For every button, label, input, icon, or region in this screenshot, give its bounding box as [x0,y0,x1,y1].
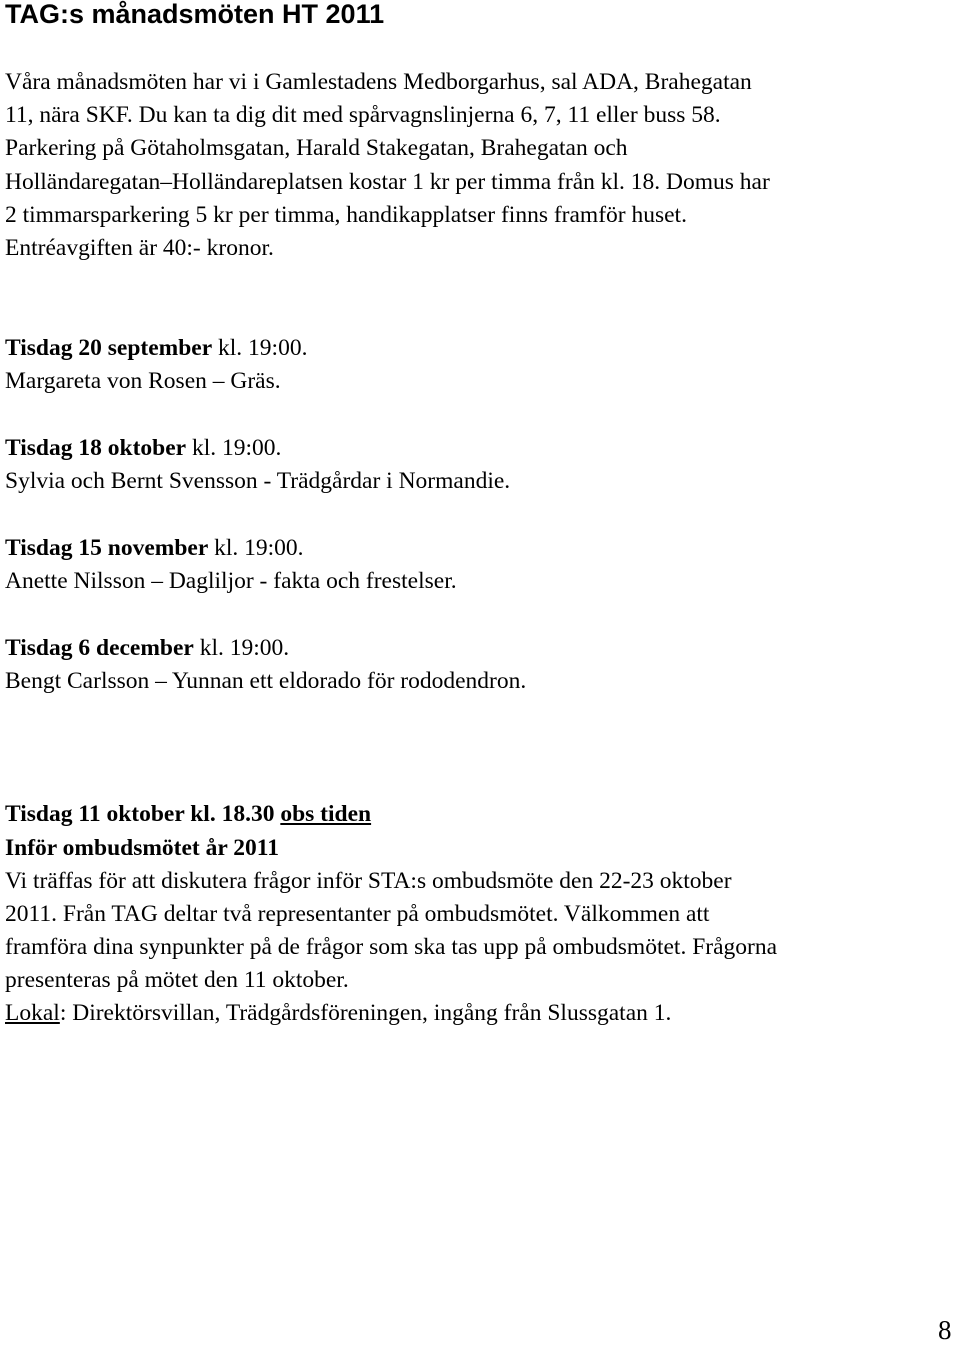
special-body-line: presenteras på mötet den 11 oktober. [5,967,349,993]
intro-line: 2 timmarsparkering 5 kr per timma, handikapplatser finns framför huset. [5,202,687,228]
intro-line: Entréavgiften är 40:- kronor. [5,235,274,261]
venue-text: : Direktörsvillan, Trädgårdsföreningen, ingång från Slussgatan 1. [59,1000,672,1026]
special-body-line: 2011. Från TAG deltar två representanter på ombudsmötet. Välkommen att [5,901,710,927]
venue-label: Lokal [5,1000,60,1026]
page-number: 8 [938,1315,952,1345]
special-body-line: framföra dina synpunkter på de frågor som ska tas upp på ombudsmötet. Frågorna [5,934,778,960]
special-heading [5,800,371,828]
meeting-speaker: Margareta von Rosen – Gräs. [5,368,281,394]
intro-line: Våra månadsmöten har vi i Gamlestadens Medborgarhus, sal ADA, Brahegatan [5,69,752,95]
page-title: TAG:s månadsmöten HT 2011 [5,0,385,29]
venue-line [5,999,671,1027]
special-heading-text: Tisdag 11 oktober kl. 18.30 [5,801,281,827]
meeting-speaker: Bengt Carlsson – Yunnan ett eldorado för rododendron. [5,668,527,694]
meeting-date: Tisdag 20 september [5,335,213,361]
meeting-date-line [5,434,281,462]
meeting-date-line [5,634,289,662]
special-heading-note: obs tiden [280,801,372,827]
meeting-date: Tisdag 6 december [5,635,194,661]
meeting-date: Tisdag 18 oktober [5,435,187,461]
meeting-date-line [5,534,304,562]
special-body-line: Vi träffas för att diskutera frågor inför STA:s ombudsmöte den 22-23 oktober [5,868,732,894]
meeting-speaker: Sylvia och Bernt Svensson - Trädgårdar i Normandie. [5,468,511,494]
intro-line: Parkering på Götaholmsgatan, Harald Stakegatan, Brahegatan och [5,135,628,161]
intro-line: 11, nära SKF. Du kan ta dig dit med spårvagnslinjerna 6, 7, 11 eller buss 58. [5,102,721,128]
meeting-speaker: Anette Nilsson – Dagliljor - fakta och frestelser. [5,568,457,594]
meeting-time: kl. 19:00. [193,635,290,661]
special-subheading: Inför ombudsmötet år 2011 [5,835,279,861]
meeting-date: Tisdag 15 november [5,535,209,561]
intro-line: Holländaregatan–Holländareplatsen kostar 1 kr per timma från kl. 18. Domus har [5,169,770,195]
meeting-time: kl. 19:00. [186,435,282,461]
meeting-time: kl. 19:00. [208,535,304,561]
meeting-time: kl. 19:00. [212,335,308,361]
meeting-date-line [5,334,307,362]
